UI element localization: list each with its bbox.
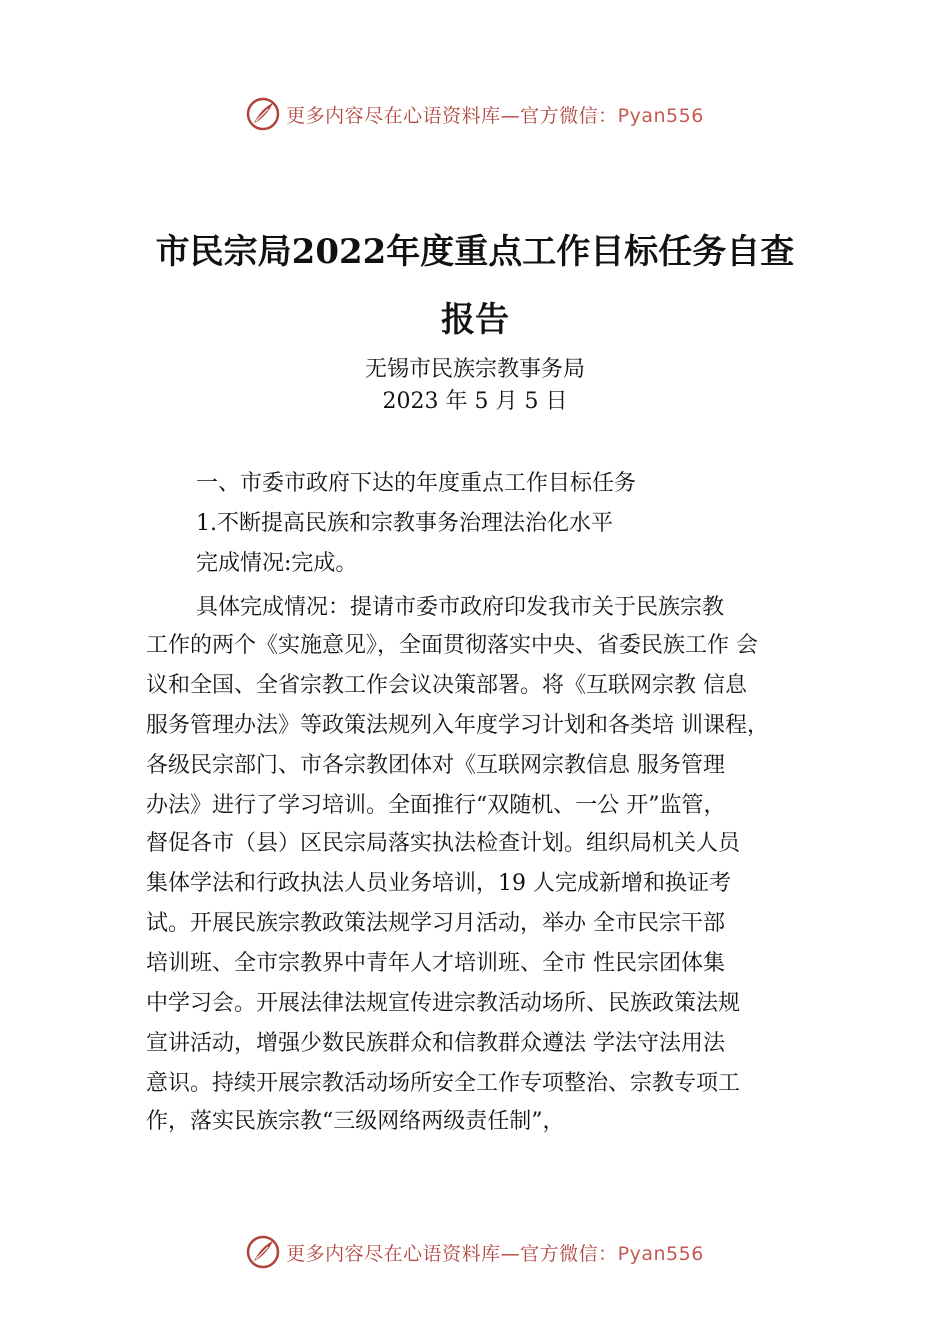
body-line: 议和全国、全省宗教工作会议决策部署。将《互联网宗教 信息 [146, 673, 747, 698]
banner-text [286, 101, 704, 128]
body-line: 意识。持续开展宗教活动场所安全工作专项整治、宗教专项工 [146, 1071, 741, 1096]
body-line: 宣讲活动，增强少数民族群众和信教群众遵法 学法守法用法 [146, 1031, 725, 1056]
body-line: 工作的两个《实施意见》，全面贯彻落实中央、省委民族工作 会 [146, 633, 758, 658]
header-banner [0, 94, 950, 134]
body-line: 试。开展民族宗教政策法规学习月活动，举办 全市民宗干部 [146, 911, 725, 936]
body-line: 督促各市（县）区民宗局落实执法检查计划。组织局机关人员 [146, 831, 741, 856]
body-line: 具体完成情况：提请市委市政府印发我市关于民族宗教 [196, 595, 725, 620]
item-heading: 1.不断提高民族和宗教事务治理法治化水平 [196, 511, 613, 536]
banner-label: 更多内容尽在心语资料库—官方微信： [286, 1242, 618, 1265]
document-date: 2023 年 5 月 5 日 [382, 389, 568, 414]
body-line: 服务管理办法》等政策法规列入年度学习计划和各类培 训课程， [146, 713, 769, 738]
body-line: 集体学法和行政执法人员业务培训，19 人完成新增和换证考 [146, 871, 731, 896]
banner-text [286, 1239, 704, 1266]
body-line: 各级民宗部门、市各宗教团体对《互联网宗教信息 服务管理 [146, 753, 725, 778]
quill-seal-logo-icon [246, 1235, 280, 1269]
section-heading: 一、市委市政府下达的年度重点工作目标任务 [196, 471, 637, 496]
body-line: 作，落实民族宗教“三级网络两级责任制”， [146, 1109, 565, 1134]
body-line: 办法》进行了学习培训。全面推行“双随机、一公 开”监管， [146, 793, 726, 818]
footer-banner [0, 1232, 950, 1272]
body-line: 中学习会。开展法律法规宣传进宗教活动场所、民族政策法规 [146, 991, 741, 1016]
wechat-id: Pyan556 [617, 1242, 704, 1265]
quill-seal-logo-icon [246, 97, 280, 131]
banner-label: 更多内容尽在心语资料库—官方微信： [286, 104, 618, 127]
completion-status: 完成情况:完成。 [196, 551, 358, 576]
document-title-line1: 市民宗局2022年度重点工作目标任务自查 [155, 232, 795, 272]
issuing-organization: 无锡市民族宗教事务局 [364, 357, 585, 382]
document-title-line2: 报告 [441, 300, 509, 340]
wechat-id: Pyan556 [617, 104, 704, 127]
body-line: 培训班、全市宗教界中青年人才培训班、全市 性民宗团体集 [146, 951, 725, 976]
